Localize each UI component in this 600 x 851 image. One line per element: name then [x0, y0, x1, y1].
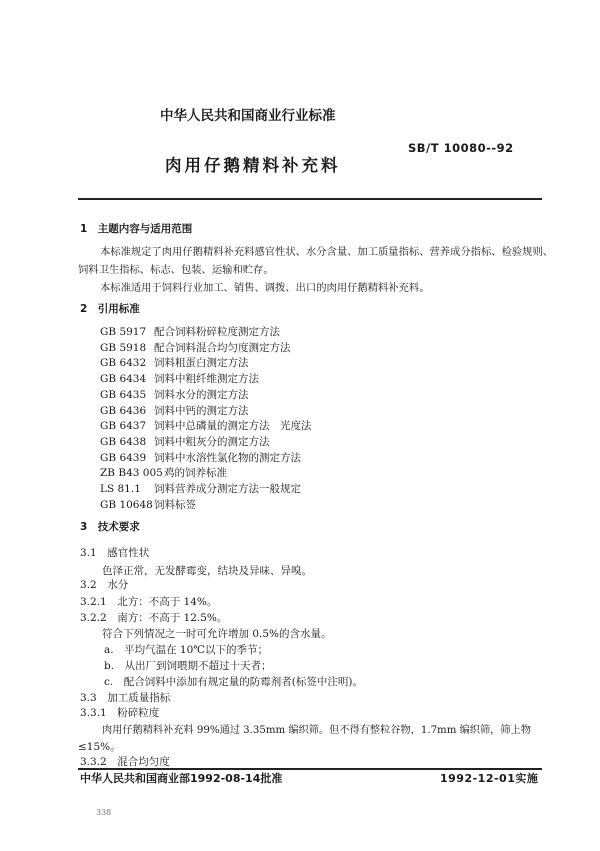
list-item-a: a. 平均气温在 10℃以下的季节； [104, 644, 269, 656]
header-rule [78, 198, 542, 200]
section-1-para-2: 本标准适用于饲料行业加工、销售、调拨、出口的肉用仔鹅精料补充料。 [100, 282, 430, 294]
reference-code: ZB B43 005 [100, 467, 163, 480]
reference-title: 饲料营养成分测定方法一般规定 [154, 483, 301, 495]
reference-item [100, 451, 301, 465]
reference-item [100, 404, 249, 418]
clause-3-3-1-text: 肉用仔鹅精料补充料 99%通过 3.35mm 编织筛。但不得有整粒谷物，1.7mm 编织筛，筛上物 [102, 725, 531, 736]
clause-3-3-1: 3.3.1 粉碎粒度 [80, 707, 160, 719]
issuer: 中华人民共和国商业行业标准 [160, 108, 336, 124]
list-item-c: c. 配合饲料中添加有规定量的防霉剂者(标签中注明)。 [104, 676, 363, 688]
reference-item [100, 419, 312, 433]
section-3-heading: 3 技术要求 [80, 521, 140, 533]
footer-rule [78, 768, 542, 770]
reference-title: 饲料中钙的测定方法 [154, 404, 249, 417]
list-item-b: b. 从出厂到饲喂期不超过十天者； [104, 660, 272, 672]
reference-item [100, 498, 196, 512]
reference-item [100, 372, 259, 386]
reference-code: LS 81.1 [100, 483, 141, 495]
reference-title: 鸡的饲养标准 [164, 467, 227, 480]
reference-code: GB 6438 [100, 435, 147, 448]
reference-code: GB 6434 [100, 373, 147, 386]
document-title: 肉用仔鹅精料补充料 [165, 156, 341, 175]
reference-title: 饲料中水溶性氯化物的测定方法 [154, 451, 301, 464]
reference-code: GB 6435 [100, 388, 147, 401]
section-2-heading: 2 引用标准 [80, 303, 140, 315]
effective-date: 1992-12-01实施 [440, 772, 539, 785]
reference-item [100, 482, 301, 496]
reference-title: 饲料中粗纤维测定方法 [154, 373, 259, 386]
reference-title: 饲料水分的测定方法 [154, 388, 249, 401]
reference-title: 饲料粗蛋白测定方法 [154, 357, 249, 370]
reference-code: GB 6432 [100, 357, 147, 370]
clause-3-1: 3.1 感官性状 [80, 547, 150, 559]
approval-date: 中华人民共和国商业部1992-08-14批准 [80, 772, 283, 785]
page-number: 338 [96, 808, 112, 817]
reference-item [100, 435, 270, 449]
clause-3-2-2: 3.2.2 南方：不高于 12.5%。 [80, 612, 228, 624]
standard-number: SB/T 10080--92 [408, 141, 514, 155]
section-1-para-1: 本标准规定了肉用仔鹅精料补充料感官性状、水分含量、加工质量指标、营养成分指标、检验规则、 [100, 246, 554, 258]
reference-item [100, 341, 291, 355]
reference-code: GB 10648 [100, 498, 153, 511]
reference-item [100, 356, 249, 370]
reference-code: GB 5918 [100, 341, 147, 354]
reference-code: GB 6436 [100, 404, 147, 417]
reference-title: 饲料标签 [154, 498, 196, 511]
reference-item [100, 466, 227, 480]
clause-3-2-text: 符合下列情况之一时可允许增加 0.5%的含水量。 [102, 628, 332, 640]
reference-title: 配合饲料粉碎粒度测定方法 [154, 326, 280, 338]
section-1-heading: 1 主题内容与适用范围 [80, 223, 193, 235]
reference-item [100, 325, 280, 339]
reference-code: GB 6437 [100, 420, 147, 433]
section-1-para-1-cont: 饲料卫生指标、标志、包装、运输和贮存。 [78, 264, 274, 276]
reference-item [100, 388, 249, 402]
clause-3-3-1-text-cont: ≤15%。 [78, 741, 121, 753]
clause-3-3-2: 3.3.2 混合均匀度 [80, 756, 170, 768]
reference-code: GB 5917 [100, 326, 147, 338]
clause-3-2: 3.2 水分 [80, 579, 129, 591]
reference-title: 配合饲料混合均匀度测定方法 [154, 341, 291, 354]
clause-3-2-1: 3.2.1 北方：不高于 14%。 [80, 596, 218, 608]
clause-3-1-text: 色泽正常，无发酵霉变，结块及异味、异嗅。 [102, 565, 312, 577]
reference-code: GB 6439 [100, 451, 147, 464]
clause-3-3: 3.3 加工质量指标 [80, 692, 171, 704]
reference-title: 饲料中总磷量的测定方法 光度法 [154, 420, 312, 433]
reference-title: 饲料中粗灰分的测定方法 [154, 435, 270, 448]
